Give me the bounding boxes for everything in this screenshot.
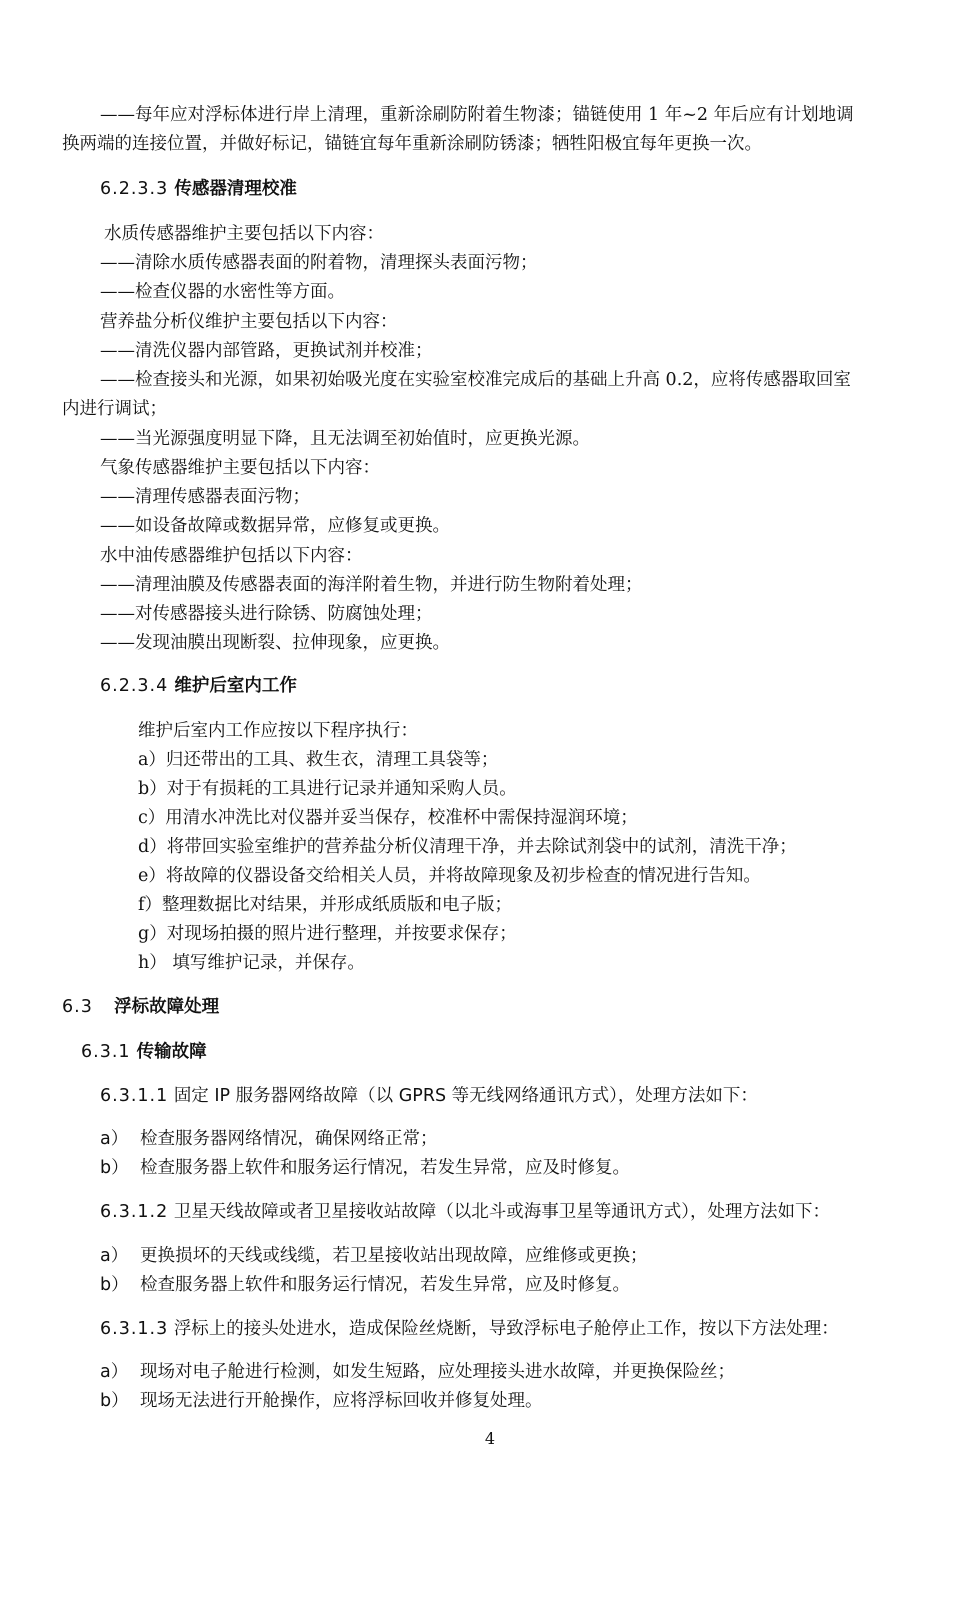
- paragraph-line: 换两端的连接位置，并做好标记，锚链宜每年重新涂刷防锈漆；牺牲阳极宜每年更换一次。: [62, 134, 762, 154]
- section-title: 浮标上的接头处进水，造成保险丝烧断，导致浮标电子舱停止工作，按以下方法处理：: [173, 1319, 839, 1339]
- list-item: ——发现油膜出现断裂、拉伸现象，应更换。: [100, 633, 450, 653]
- section-heading-6-3-1-2: [100, 1200, 830, 1224]
- list-item-label: a）: [100, 1362, 129, 1382]
- section-title: 卫星天线故障或者卫星接收站故障（以北斗或海事卫星等通讯方式），处理方法如下：: [173, 1202, 831, 1222]
- list-item: f）整理数据比对结果，并形成纸质版和电子版；: [138, 895, 512, 915]
- list-item: ——清理传感器表面污物；: [100, 487, 310, 507]
- list-item: ——清洗仪器内部管路，更换试剂并校准；: [100, 341, 433, 361]
- paragraph-line: 水中油传感器维护包括以下内容：: [100, 546, 363, 566]
- section-heading-6-3-1: [81, 1040, 207, 1064]
- section-number: 6.3.1.3: [100, 1319, 169, 1339]
- paragraph-line: 维护后室内工作应按以下程序执行：: [138, 721, 418, 741]
- section-number: 6.3.1: [81, 1042, 131, 1062]
- list-item: h） 填写维护记录，并保存。: [138, 953, 365, 973]
- list-item: [100, 1273, 630, 1297]
- list-item: [100, 1360, 735, 1384]
- list-item-label: b）: [100, 1275, 129, 1295]
- section-number: 6.2.3.4: [100, 676, 169, 696]
- list-item: g）对现场拍摄的照片进行整理，并按要求保存；: [138, 924, 517, 944]
- list-item: [100, 1389, 543, 1413]
- section-number: 6.2.3.3: [100, 179, 169, 199]
- list-item: ——清理油膜及传感器表面的海洋附着生物，并进行防生物附着处理；: [100, 575, 643, 595]
- section-title: 浮标故障处理: [114, 997, 220, 1017]
- list-item: c）用清水冲洗比对仪器并妥当保存，校准杯中需保持湿润环境；: [138, 808, 638, 828]
- list-item-text: 检查服务器网络情况，确保网络正常；: [140, 1129, 438, 1149]
- list-item-text: 检查服务器上软件和服务运行情况，若发生异常，应及时修复。: [140, 1158, 630, 1178]
- section-title: 传输故障: [136, 1042, 207, 1062]
- list-item: a）归还带出的工具、救生衣，清理工具袋等；: [138, 750, 499, 770]
- list-item: [100, 1127, 438, 1151]
- section-heading-6-3-1-3: [100, 1317, 839, 1341]
- list-item-label: a）: [100, 1129, 129, 1149]
- list-item-text: 现场对电子舱进行检测，如发生短路，应处理接头进水故障，并更换保险丝；: [140, 1362, 735, 1382]
- paragraph-line: 水质传感器维护主要包括以下内容：: [104, 224, 384, 244]
- section-heading-6-3: [62, 995, 219, 1019]
- list-item: d）将带回实验室维护的营养盐分析仪清理干净，并去除试剂袋中的试剂，清洗干净；: [138, 837, 797, 857]
- list-item: ——检查仪器的水密性等方面。: [100, 282, 345, 302]
- list-item-text: 检查服务器上软件和服务运行情况，若发生异常，应及时修复。: [140, 1275, 630, 1295]
- list-item: ——对传感器接头进行除锈、防腐蚀处理；: [100, 604, 433, 624]
- list-item-text: 现场无法进行开舱操作，应将浮标回收并修复处理。: [140, 1391, 543, 1411]
- section-heading-6-3-1-1: [100, 1084, 758, 1108]
- list-item: [100, 1244, 648, 1268]
- section-number: 6.3.1.1: [100, 1086, 169, 1106]
- list-item: e）将故障的仪器设备交给相关人员，并将故障现象及初步检查的情况进行告知。: [138, 866, 761, 886]
- paragraph-line: ——每年应对浮标体进行岸上清理，重新涂刷防附着生物漆；锚链使用 1 年~2 年后应有计划地调: [100, 105, 854, 125]
- list-item-continuation: 内进行调试；: [62, 399, 167, 419]
- list-item: ——当光源强度明显下降，且无法调至初始值时，应更换光源。: [100, 429, 590, 449]
- list-item-label: b）: [100, 1158, 129, 1178]
- section-heading-6-2-3-4: [100, 674, 297, 698]
- list-item: [100, 1156, 630, 1180]
- list-item: ——检查接头和光源，如果初始吸光度在实验室校准完成后的基础上升高 0.2，应将传感器取回室: [100, 370, 851, 390]
- section-number: 6.3.1.2: [100, 1202, 169, 1222]
- section-number: 6.3: [62, 997, 93, 1017]
- section-heading-6-2-3-3: [100, 177, 297, 201]
- list-item: b）对于有损耗的工具进行记录并通知采购人员。: [138, 779, 517, 799]
- list-item: ——如设备故障或数据异常，应修复或更换。: [100, 516, 450, 536]
- section-title: 固定 IP 服务器网络故障（以 GPRS 等无线网络通讯方式），处理方法如下：: [173, 1086, 758, 1106]
- paragraph-line: 气象传感器维护主要包括以下内容：: [100, 458, 380, 478]
- list-item-label: a）: [100, 1246, 129, 1266]
- page-number: 4: [484, 1429, 496, 1448]
- paragraph-line: 营养盐分析仪维护主要包括以下内容：: [100, 312, 398, 332]
- list-item-text: 更换损坏的天线或线缆，若卫星接收站出现故障，应维修或更换；: [140, 1246, 648, 1266]
- section-title: 传感器清理校准: [174, 179, 297, 199]
- list-item-label: b）: [100, 1391, 129, 1411]
- section-title: 维护后室内工作: [174, 676, 297, 696]
- list-item: ——清除水质传感器表面的附着物，清理探头表面污物；: [100, 253, 538, 273]
